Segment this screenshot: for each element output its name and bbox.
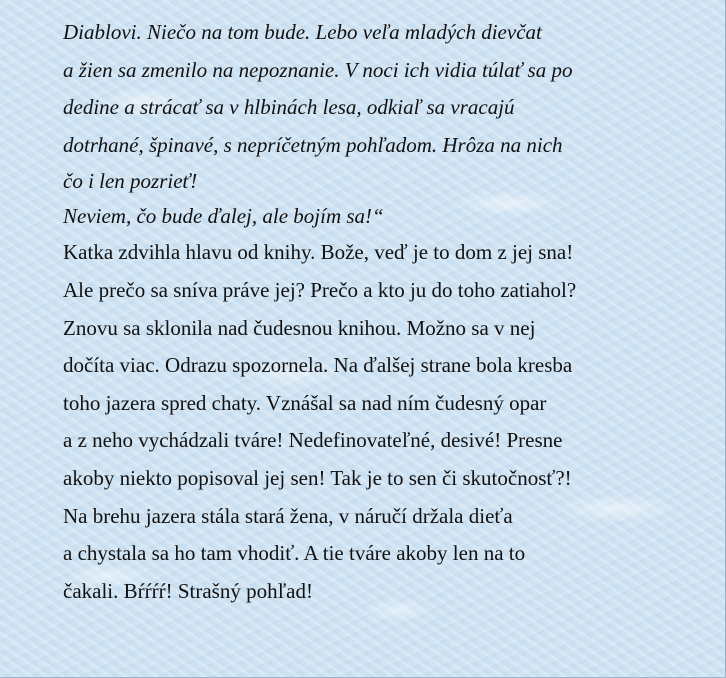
text-line: toho jazera spred chaty. Vznášal sa nad ním čudesný opar — [63, 390, 547, 415]
text-block — [63, 14, 723, 610]
text-line: dočíta viac. Odrazu spozornela. Na ďalšej strane bola kresba — [63, 353, 573, 378]
italic-text-line: dedine a strácať sa v hlbinách lesa, odkiaľ sa vracajú — [63, 95, 515, 120]
text-line: a z neho vychádzali tváre! Nedefinovateľné, desivé! Presne — [63, 428, 563, 453]
italic-text-line: Diablovi. Niečo na tom bude. Lebo veľa mladých dievčat — [63, 20, 542, 44]
text-line: akoby niekto popisoval jej sen! Tak je to sen či skutočnosť?! — [63, 465, 572, 490]
italic-text-line: Neviem, čo bude ďalej, ale bojím sa!“ — [63, 204, 384, 229]
italic-text-line: a žien sa zmenilo na nepoznanie. V noci ich vidia túlať sa po — [63, 57, 573, 82]
text-line: Katka zdvihla hlavu od knihy. Bože, veď je to dom z jej sna! — [63, 240, 574, 265]
text-line: Ale prečo sa sníva práve jej? Prečo a kto ju do toho zatiahol? — [63, 277, 577, 302]
text-line: Na brehu jazera stála stará žena, v náručí držala dieťa — [63, 503, 513, 528]
text-line: Znovu sa sklonila nad čudesnou knihou. Možno sa v nej — [63, 315, 536, 340]
text-line: čakali. Bŕŕŕŕ! Strašný pohľad! — [63, 578, 313, 603]
italic-text-line: dotrhané, špinavé, s nepríčetným pohľadom. Hrôza na nich — [63, 132, 563, 157]
text-line: a chystala sa ho tam vhodiť. A tie tváre akoby len na to — [63, 541, 526, 566]
italic-text-line: čo i len pozrieť! — [63, 169, 198, 194]
